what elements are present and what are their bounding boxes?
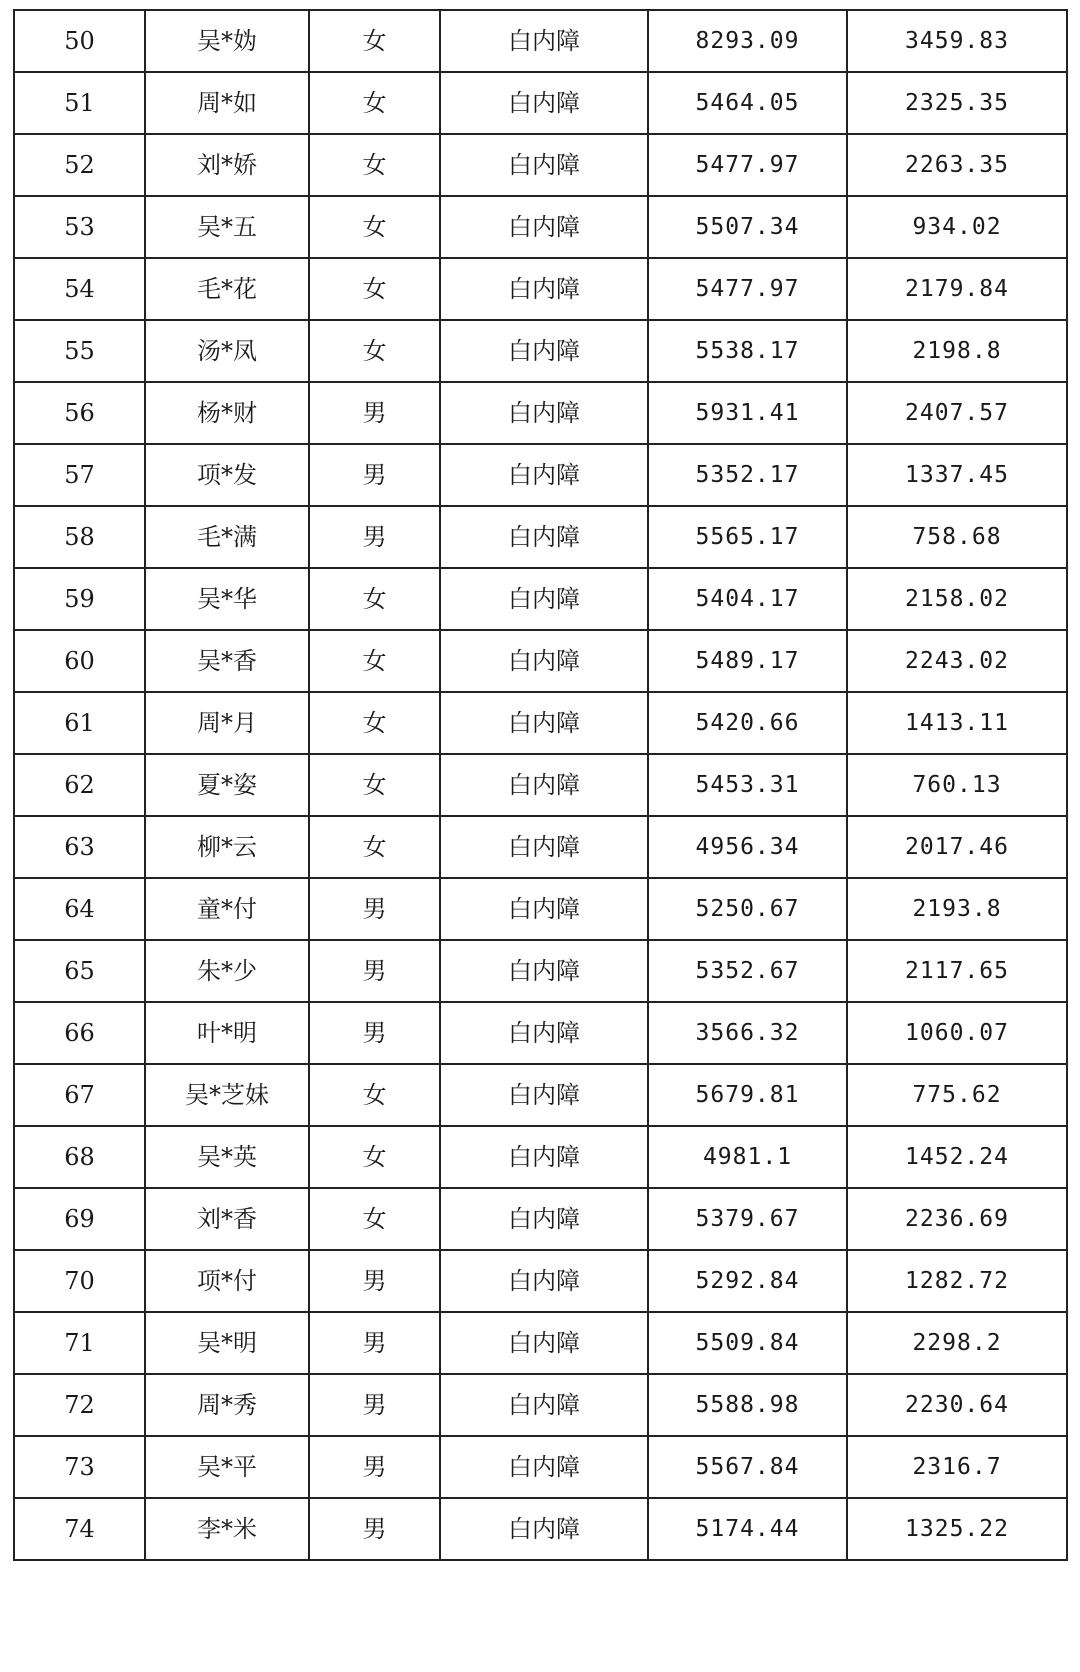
patient-name-cell: 刘*香: [145, 1188, 309, 1250]
gender-cell: 女: [309, 196, 440, 258]
reimbursed-amount-cell: 2243.02: [847, 630, 1067, 692]
gender-cell: 女: [309, 320, 440, 382]
total-cost-cell: 5352.67: [648, 940, 847, 1002]
diagnosis-cell: 白内障: [440, 506, 648, 568]
diagnosis-cell: 白内障: [440, 72, 648, 134]
gender-cell: 女: [309, 1188, 440, 1250]
total-cost-cell: 5567.84: [648, 1436, 847, 1498]
row-number-cell: 59: [14, 568, 145, 630]
patient-name-cell: 周*如: [145, 72, 309, 134]
table-row: [14, 506, 1067, 568]
table-row: [14, 816, 1067, 878]
patient-name-cell: 吴*英: [145, 1126, 309, 1188]
row-number-cell: 60: [14, 630, 145, 692]
patient-name-cell: 吴*芝妹: [145, 1064, 309, 1126]
patient-name-cell: 毛*花: [145, 258, 309, 320]
gender-cell: 女: [309, 72, 440, 134]
table-row: [14, 1374, 1067, 1436]
reimbursed-amount-cell: 2263.35: [847, 134, 1067, 196]
patient-name-cell: 汤*凤: [145, 320, 309, 382]
total-cost-cell: 5352.17: [648, 444, 847, 506]
row-number-cell: 56: [14, 382, 145, 444]
patient-name-cell: 吴*香: [145, 630, 309, 692]
diagnosis-cell: 白内障: [440, 1126, 648, 1188]
records-table-body: [14, 10, 1067, 1560]
diagnosis-cell: 白内障: [440, 940, 648, 1002]
total-cost-cell: 5588.98: [648, 1374, 847, 1436]
row-number-cell: 67: [14, 1064, 145, 1126]
total-cost-cell: 5489.17: [648, 630, 847, 692]
total-cost-cell: 5379.67: [648, 1188, 847, 1250]
gender-cell: 男: [309, 444, 440, 506]
diagnosis-cell: 白内障: [440, 816, 648, 878]
reimbursed-amount-cell: 934.02: [847, 196, 1067, 258]
row-number-cell: 52: [14, 134, 145, 196]
row-number-cell: 58: [14, 506, 145, 568]
table-row: [14, 72, 1067, 134]
total-cost-cell: 5507.34: [648, 196, 847, 258]
total-cost-cell: 5679.81: [648, 1064, 847, 1126]
patient-name-cell: 吴*华: [145, 568, 309, 630]
total-cost-cell: 5538.17: [648, 320, 847, 382]
patient-name-cell: 周*月: [145, 692, 309, 754]
diagnosis-cell: 白内障: [440, 10, 648, 72]
gender-cell: 男: [309, 1498, 440, 1560]
table-row: [14, 10, 1067, 72]
row-number-cell: 71: [14, 1312, 145, 1374]
gender-cell: 女: [309, 816, 440, 878]
reimbursed-amount-cell: 2193.8: [847, 878, 1067, 940]
reimbursed-amount-cell: 2179.84: [847, 258, 1067, 320]
diagnosis-cell: 白内障: [440, 692, 648, 754]
patient-name-cell: 朱*少: [145, 940, 309, 1002]
reimbursed-amount-cell: 2198.8: [847, 320, 1067, 382]
total-cost-cell: 5565.17: [648, 506, 847, 568]
reimbursed-amount-cell: 2017.46: [847, 816, 1067, 878]
gender-cell: 女: [309, 258, 440, 320]
gender-cell: 男: [309, 1436, 440, 1498]
total-cost-cell: 5404.17: [648, 568, 847, 630]
total-cost-cell: 5292.84: [648, 1250, 847, 1312]
patient-name-cell: 童*付: [145, 878, 309, 940]
patient-name-cell: 夏*姿: [145, 754, 309, 816]
total-cost-cell: 5250.67: [648, 878, 847, 940]
patient-name-cell: 吴*平: [145, 1436, 309, 1498]
total-cost-cell: 5477.97: [648, 258, 847, 320]
table-row: [14, 382, 1067, 444]
patient-name-cell: 叶*明: [145, 1002, 309, 1064]
table-row: [14, 1436, 1067, 1498]
row-number-cell: 73: [14, 1436, 145, 1498]
diagnosis-cell: 白内障: [440, 1064, 648, 1126]
table-row: [14, 320, 1067, 382]
reimbursed-amount-cell: 2407.57: [847, 382, 1067, 444]
reimbursed-amount-cell: 1282.72: [847, 1250, 1067, 1312]
diagnosis-cell: 白内障: [440, 1498, 648, 1560]
reimbursed-amount-cell: 1452.24: [847, 1126, 1067, 1188]
row-number-cell: 51: [14, 72, 145, 134]
patient-name-cell: 吴*明: [145, 1312, 309, 1374]
total-cost-cell: 5509.84: [648, 1312, 847, 1374]
table-row: [14, 754, 1067, 816]
total-cost-cell: 5477.97: [648, 134, 847, 196]
table-row: [14, 1002, 1067, 1064]
patient-name-cell: 李*米: [145, 1498, 309, 1560]
reimbursed-amount-cell: 3459.83: [847, 10, 1067, 72]
diagnosis-cell: 白内障: [440, 568, 648, 630]
row-number-cell: 72: [14, 1374, 145, 1436]
table-row: [14, 1312, 1067, 1374]
diagnosis-cell: 白内障: [440, 1374, 648, 1436]
patient-name-cell: 项*付: [145, 1250, 309, 1312]
gender-cell: 男: [309, 1374, 440, 1436]
diagnosis-cell: 白内障: [440, 1250, 648, 1312]
table-row: [14, 878, 1067, 940]
diagnosis-cell: 白内障: [440, 1436, 648, 1498]
gender-cell: 男: [309, 1002, 440, 1064]
diagnosis-cell: 白内障: [440, 754, 648, 816]
row-number-cell: 57: [14, 444, 145, 506]
reimbursed-amount-cell: 775.62: [847, 1064, 1067, 1126]
table-row: [14, 1188, 1067, 1250]
row-number-cell: 63: [14, 816, 145, 878]
diagnosis-cell: 白内障: [440, 1188, 648, 1250]
row-number-cell: 61: [14, 692, 145, 754]
records-table: [13, 9, 1068, 1561]
row-number-cell: 70: [14, 1250, 145, 1312]
gender-cell: 女: [309, 754, 440, 816]
gender-cell: 男: [309, 940, 440, 1002]
reimbursed-amount-cell: 758.68: [847, 506, 1067, 568]
total-cost-cell: 4981.1: [648, 1126, 847, 1188]
diagnosis-cell: 白内障: [440, 878, 648, 940]
gender-cell: 女: [309, 1064, 440, 1126]
gender-cell: 男: [309, 1312, 440, 1374]
patient-name-cell: 刘*娇: [145, 134, 309, 196]
table-row: [14, 444, 1067, 506]
gender-cell: 女: [309, 134, 440, 196]
reimbursed-amount-cell: 2230.64: [847, 1374, 1067, 1436]
total-cost-cell: 4956.34: [648, 816, 847, 878]
total-cost-cell: 8293.09: [648, 10, 847, 72]
table-row: [14, 630, 1067, 692]
gender-cell: 女: [309, 1126, 440, 1188]
gender-cell: 女: [309, 10, 440, 72]
gender-cell: 女: [309, 568, 440, 630]
table-row: [14, 1064, 1067, 1126]
total-cost-cell: 5174.44: [648, 1498, 847, 1560]
reimbursed-amount-cell: 2316.7: [847, 1436, 1067, 1498]
table-row: [14, 1498, 1067, 1560]
reimbursed-amount-cell: 1337.45: [847, 444, 1067, 506]
patient-name-cell: 项*发: [145, 444, 309, 506]
row-number-cell: 74: [14, 1498, 145, 1560]
diagnosis-cell: 白内障: [440, 320, 648, 382]
row-number-cell: 64: [14, 878, 145, 940]
table-row: [14, 134, 1067, 196]
row-number-cell: 62: [14, 754, 145, 816]
row-number-cell: 55: [14, 320, 145, 382]
row-number-cell: 68: [14, 1126, 145, 1188]
reimbursed-amount-cell: 2325.35: [847, 72, 1067, 134]
patient-name-cell: 吴*妫: [145, 10, 309, 72]
gender-cell: 女: [309, 630, 440, 692]
table-row: [14, 1250, 1067, 1312]
diagnosis-cell: 白内障: [440, 258, 648, 320]
reimbursed-amount-cell: 2117.65: [847, 940, 1067, 1002]
total-cost-cell: 5420.66: [648, 692, 847, 754]
reimbursed-amount-cell: 2236.69: [847, 1188, 1067, 1250]
total-cost-cell: 5453.31: [648, 754, 847, 816]
table-row: [14, 1126, 1067, 1188]
gender-cell: 男: [309, 506, 440, 568]
row-number-cell: 65: [14, 940, 145, 1002]
row-number-cell: 53: [14, 196, 145, 258]
gender-cell: 男: [309, 878, 440, 940]
table-row: [14, 568, 1067, 630]
reimbursed-amount-cell: 760.13: [847, 754, 1067, 816]
diagnosis-cell: 白内障: [440, 196, 648, 258]
patient-name-cell: 毛*满: [145, 506, 309, 568]
gender-cell: 女: [309, 692, 440, 754]
patient-name-cell: 柳*云: [145, 816, 309, 878]
reimbursed-amount-cell: 1325.22: [847, 1498, 1067, 1560]
reimbursed-amount-cell: 1060.07: [847, 1002, 1067, 1064]
total-cost-cell: 5464.05: [648, 72, 847, 134]
diagnosis-cell: 白内障: [440, 1312, 648, 1374]
table-row: [14, 692, 1067, 754]
patient-name-cell: 吴*五: [145, 196, 309, 258]
reimbursed-amount-cell: 2298.2: [847, 1312, 1067, 1374]
table-row: [14, 196, 1067, 258]
row-number-cell: 54: [14, 258, 145, 320]
patient-name-cell: 周*秀: [145, 1374, 309, 1436]
total-cost-cell: 3566.32: [648, 1002, 847, 1064]
gender-cell: 男: [309, 1250, 440, 1312]
table-row: [14, 940, 1067, 1002]
row-number-cell: 50: [14, 10, 145, 72]
diagnosis-cell: 白内障: [440, 444, 648, 506]
gender-cell: 男: [309, 382, 440, 444]
row-number-cell: 69: [14, 1188, 145, 1250]
diagnosis-cell: 白内障: [440, 1002, 648, 1064]
row-number-cell: 66: [14, 1002, 145, 1064]
diagnosis-cell: 白内障: [440, 382, 648, 444]
diagnosis-cell: 白内障: [440, 134, 648, 196]
reimbursed-amount-cell: 1413.11: [847, 692, 1067, 754]
reimbursed-amount-cell: 2158.02: [847, 568, 1067, 630]
diagnosis-cell: 白内障: [440, 630, 648, 692]
table-row: [14, 258, 1067, 320]
total-cost-cell: 5931.41: [648, 382, 847, 444]
patient-name-cell: 杨*财: [145, 382, 309, 444]
